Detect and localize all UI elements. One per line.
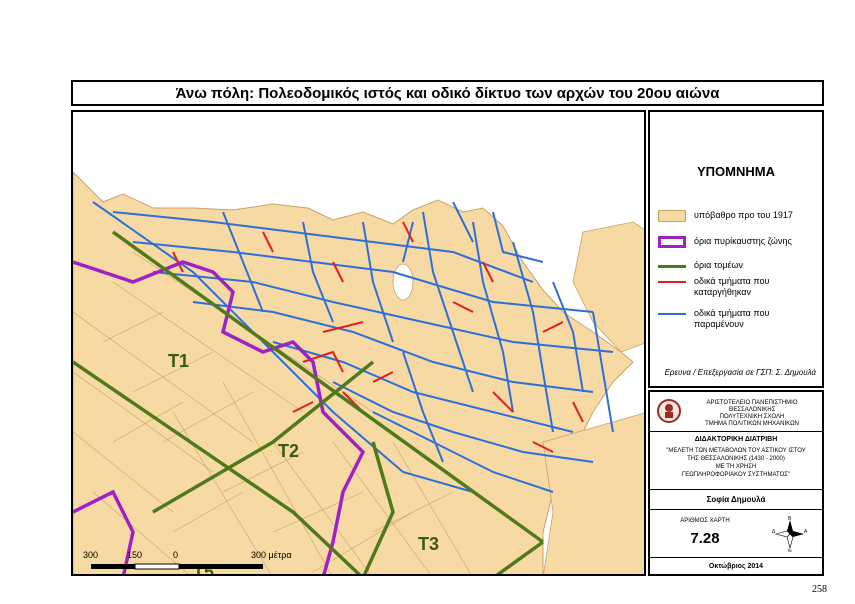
title-block xyxy=(648,390,824,576)
legend-item-fire-zone: όρια πυρίκαυστης ζώνης xyxy=(658,236,792,248)
legend-item-sectors: όρια τομέων xyxy=(658,260,743,271)
legend-item-base: υπόβαθρο προ του 1917 xyxy=(658,210,793,222)
scale-tick-3: 300 μέτρα xyxy=(251,550,292,560)
institution-section xyxy=(650,392,822,432)
sector-label-t3: Τ3 xyxy=(418,534,440,554)
thesis-section xyxy=(650,432,822,490)
compass-east: Α xyxy=(804,529,808,535)
scale-tick-0: 300 xyxy=(83,550,99,560)
map-area[interactable] xyxy=(71,110,646,576)
map-number-value: 7.28 xyxy=(690,530,720,547)
remaining-line-swatch xyxy=(658,313,686,315)
scale-tick-1: 150 xyxy=(127,550,143,560)
scale-tick-2: 0 xyxy=(173,550,179,560)
institution-line-1: ΑΡΙΣΤΟΤΕΛΕΙΟ ΠΑΝΕΠΙΣΤΗΜΙΟ ΘΕΣΣΑΛΟΝΙΚΗΣ xyxy=(706,400,798,413)
legend-panel xyxy=(648,110,824,388)
compass-south: Ν xyxy=(788,549,792,552)
compass-north: Β xyxy=(788,516,792,522)
legend-item-removed: οδικά τμήματα που καταργήθηκαν xyxy=(658,276,804,298)
university-seal-icon xyxy=(656,397,682,425)
legend-item-remaining: οδικά τμήματα που παραμένουν xyxy=(658,308,804,330)
thesis-line-4: ΓΕΩΠΛΗΡΟΦΟΡΙΑΚΟΥ ΣΥΣΤΗΜΑΤΟΣ" xyxy=(681,472,791,478)
thesis-line-1: "ΜΕΛΕΤΗ ΤΩΝ ΜΕΤΑΒΟΛΩΝ ΤΟΥ ΑΣΤΙΚΟΥ ΙΣΤΟΥ xyxy=(666,448,806,454)
page-number: 258 xyxy=(812,584,827,595)
compass-rose-icon xyxy=(772,516,808,552)
author-name: Σοφία Δημουλά xyxy=(650,490,822,510)
map-number-label: ΑΡΙΘΜΟΣ ΧΑΡΤΗ xyxy=(680,518,730,524)
sector-label-t1: Τ1 xyxy=(168,351,190,371)
map-title: Άνω πόλη: Πολεοδομικός ιστός και οδικό δίκτυο των αρχών του 20ου αιώνα xyxy=(71,80,824,106)
thesis-line-2: ΤΗΣ ΘΕΣΣΑΛΟΝΙΚΗΣ (1430 - 2000) xyxy=(687,456,785,462)
institution-line-2: ΠΟΛΥΤΕΧΝΙΚΗ ΣΧΟΛΗ xyxy=(719,414,785,420)
thesis-line-3: ΜΕ ΤΗ ΧΡΗΣΗ xyxy=(715,464,757,470)
credit-text: Ερευνα / Επεξεργασία σε ΓΣΠ: Σ. Δημουλά xyxy=(664,368,816,377)
map-number-section xyxy=(650,510,822,558)
legend-heading: ΥΠΟΜΝΗΜΑ xyxy=(697,164,775,179)
sector-label-t2: Τ2 xyxy=(278,441,300,461)
base-map-area xyxy=(73,172,633,576)
compass-west: Δ xyxy=(772,529,776,535)
sector-line-swatch xyxy=(658,265,686,268)
base-swatch xyxy=(658,210,686,222)
institution-line-3: ΤΜΗΜΑ ΠΟΛΙΤΙΚΩΝ ΜΗΧΑΝΙΚΩΝ xyxy=(705,421,799,427)
date-label: Οκτώβριος 2014 xyxy=(708,563,764,570)
fire-zone-swatch xyxy=(658,236,686,248)
removed-line-swatch xyxy=(658,281,686,283)
thesis-heading: ΔΙΔΑΚΤΟΡΙΚΗ ΔΙΑΤΡΙΒΗ xyxy=(694,436,778,443)
